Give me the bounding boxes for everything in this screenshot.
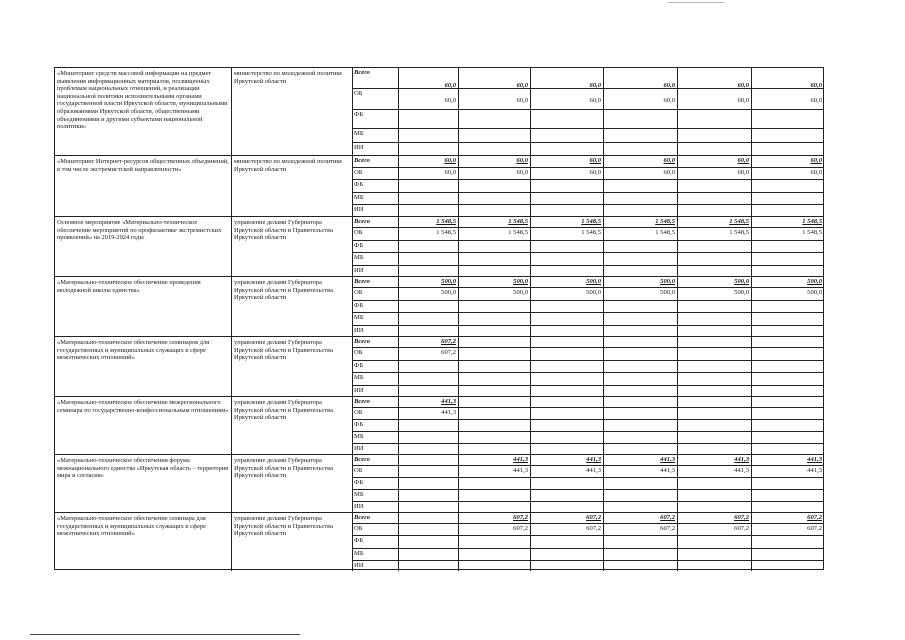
funding-row [352,407,823,419]
funding-row [352,337,823,347]
funding-source-label: ИИ [354,144,364,151]
funding-row [352,88,823,109]
funding-value: 60,0 [516,97,528,104]
funding-value: 1 548,5 [508,229,528,236]
funding-source-label: ИИ [354,206,364,213]
funding-source-label: Всего [354,398,370,405]
funding-value: 60,0 [516,157,528,164]
funding-value: 60,0 [810,82,822,89]
funding-value: 60,0 [444,97,456,104]
scan-edge-line [30,634,300,635]
funding-source-label: ФБ [354,111,363,118]
funding-value: 1 548,5 [655,218,675,225]
funding-row [352,142,823,155]
responsible-executor: управление делами Губернатора Иркутской области и Правительства Иркутской области [234,279,333,302]
funding-row [352,287,823,300]
funding-value: 607,2 [734,514,749,521]
funding-value: 60,0 [810,97,822,104]
funding-value: 60,0 [810,169,822,176]
activity-description: «Материально-техническое обеспечения форума межнационального единства «Иркутская область – территория мира и согласия» [57,457,229,480]
funding-value: 500,0 [441,278,456,285]
funding-row [352,465,823,477]
funding-source-label: Всего [354,338,370,345]
funding-row [352,360,823,372]
funding-value: 441,3 [807,456,822,463]
funding-value: 500,0 [807,289,822,296]
funding-value: 607,2 [513,514,528,521]
funding-source-label: Всего [354,157,370,164]
funding-value: 60,0 [810,157,822,164]
responsible-executor: министерство по молодежной политике Иркутской области [234,158,343,173]
funding-value: 607,2 [660,525,675,532]
funding-value: 1 548,5 [436,218,456,225]
funding-value: 441,3 [734,456,749,463]
funding-value: 607,2 [660,514,675,521]
funding-value: 1 548,5 [581,218,601,225]
funding-value: 607,2 [586,525,601,532]
funding-value: 500,0 [513,278,528,285]
funding-value: 60,0 [737,97,749,104]
funding-row [352,312,823,325]
funding-value: 60,0 [589,97,601,104]
funding-source-label: ФБ [354,421,363,428]
funding-row [352,156,823,167]
funding-source-label: МБ [354,254,364,261]
column-divider [231,217,232,276]
funding-value: 441,3 [586,456,601,463]
column-divider [231,513,232,571]
funding-value: 1 548,5 [655,229,675,236]
funding-source-label: ФБ [354,537,363,544]
funding-source-label: МБ [354,433,364,440]
funding-value: 500,0 [734,289,749,296]
activity-description: «Материально-техническое обеспечение семинара для государственных и муниципальных служащих в сфере межэтнических отношений» [57,515,206,538]
funding-row [352,128,823,142]
funding-source-label: МБ [354,374,364,381]
funding-value: 1 548,5 [581,229,601,236]
funding-row [352,179,823,192]
funding-value: 607,2 [513,525,528,532]
funding-source-label: ФБ [354,362,363,369]
funding-value: 60,0 [663,169,675,176]
funding-row [352,372,823,385]
column-divider [231,337,232,396]
funding-value: 60,0 [589,157,601,164]
funding-row [352,455,823,465]
funding-value: 607,2 [441,338,456,345]
funding-source-label: ФБ [354,242,363,249]
activity-block [55,155,823,216]
funding-value: 60,0 [444,157,456,164]
funding-value: 607,2 [734,525,749,532]
funding-row [352,431,823,443]
responsible-executor: управление делами Губернатора Иркутской области и Правительства Иркутской области [234,219,333,242]
column-divider [231,277,232,336]
funding-row [352,192,823,204]
funding-source-label: МБ [354,491,364,498]
funding-value: 441,3 [807,467,822,474]
activity-description: «Материально-техническое обеспечение семинаров для государственных и муниципальных служащих в сфере межэтнических отношений» [57,339,210,362]
funding-row [352,535,823,548]
responsible-executor: управление делами Губернатора Иркутской области и Правительства Иркутской области [234,515,333,538]
funding-source-label: ОБ [354,229,363,236]
funding-row [352,419,823,431]
funding-row [352,109,823,128]
funding-source-label: ФБ [354,479,363,486]
funding-source-label: Всего [354,456,370,463]
funding-row [352,477,823,489]
activity-description: «Мониторинг средств массовой информации на предмет выявления информационных материалов, посвященных проблемам национальных отношений, и реализации национальной политики исполнительными органами государственной власти Иркутской области, муниципальными образованиями Иркутской области, общественными объединениями и другими субъектами национальной политики» [57,70,228,131]
funding-row [352,347,823,360]
funding-value: 500,0 [441,289,456,296]
funding-value: 500,0 [586,289,601,296]
funding-value: 500,0 [734,278,749,285]
funding-value: 1 548,5 [729,229,749,236]
page-edge-mark [668,2,724,3]
funding-value: 441,3 [513,456,528,463]
funding-source-label: Всего [354,514,370,521]
funding-value: 441,3 [441,398,456,405]
funding-row [352,548,823,560]
funding-row [352,300,823,312]
funding-row [352,489,823,501]
activity-block [55,216,823,276]
funding-value: 500,0 [513,289,528,296]
funding-row [352,227,823,240]
funding-source-label: ОБ [354,289,363,296]
activity-description: Основное мероприятие «Материально-техническое обеспечение мероприятий по профилактике экстремистских проявлений» на 2019-2024 годы [57,219,222,242]
funding-value: 441,3 [660,456,675,463]
funding-row [352,240,823,252]
funding-value: 441,3 [660,467,675,474]
funding-source-label: ОБ [354,467,363,474]
funding-value: 500,0 [586,278,601,285]
funding-row [352,560,823,572]
funding-source-label: Всего [354,218,370,225]
column-divider [231,68,232,155]
column-divider [231,455,232,512]
budget-table [54,67,824,570]
funding-source-label: ИИ [354,503,364,510]
funding-source-label: ИИ [354,267,364,274]
funding-source-label: ИИ [354,327,364,334]
funding-value: 607,2 [807,514,822,521]
activity-block [55,512,823,571]
funding-value: 441,3 [513,467,528,474]
funding-value: 1 548,5 [802,229,822,236]
funding-value: 500,0 [660,278,675,285]
funding-value: 60,0 [444,169,456,176]
funding-value: 500,0 [807,278,822,285]
funding-value: 1 548,5 [508,218,528,225]
funding-row [352,167,823,179]
funding-row [352,397,823,407]
activity-description: «Мониторинг Интернет-ресурсов общественных объединений, в том числе экстремистской направленности» [57,158,229,173]
funding-value: 60,0 [663,157,675,164]
funding-value: 60,0 [663,82,675,89]
funding-value: 60,0 [444,82,456,89]
funding-source-label: МБ [354,550,364,557]
funding-value: 60,0 [516,82,528,89]
funding-row [352,252,823,265]
activity-block [55,276,823,336]
funding-source-label: ОБ [354,349,363,356]
activity-block [55,68,823,155]
funding-row [352,217,823,227]
funding-source-label: ОБ [354,525,363,532]
activity-block [55,396,823,454]
funding-value: 60,0 [589,169,601,176]
funding-source-label: ИИ [354,445,364,452]
funding-source-label: МБ [354,194,364,201]
funding-value: 60,0 [589,82,601,89]
responsible-executor: управление делами Губернатора Иркутской области и Правительства Иркутской области [234,457,333,480]
funding-source-label: ИИ [354,387,364,394]
responsible-executor: управление делами Губернатора Иркутской области и Правительства Иркутской области [234,399,333,422]
funding-value: 1 548,5 [729,218,749,225]
funding-value: 441,3 [586,467,601,474]
activity-description: «Материально-техническое обеспечение межрегионального семинара по государственно-конфессиональным отношениям» [57,399,229,414]
funding-source-label: Всего [354,278,370,285]
funding-source-label: Всего [354,69,370,76]
funding-row [352,68,823,88]
funding-source-label: ФБ [354,181,363,188]
activity-description: «Материально-техническое обеспечение проведения молодежной школы единства» [57,279,201,294]
funding-value: 60,0 [663,97,675,104]
funding-value: 1 548,5 [802,218,822,225]
funding-value: 441,3 [441,409,456,416]
funding-source-label: ОБ [354,409,363,416]
funding-source-label: ИИ [354,562,364,569]
responsible-executor: министерство по молодежной политике Иркутской области [234,70,343,85]
column-divider [231,397,232,454]
responsible-executor: управление делами Губернатора Иркутской области и Правительства Иркутской области [234,339,333,362]
activity-block [55,336,823,396]
funding-source-label: ОБ [354,169,363,176]
funding-source-label: ФБ [354,302,363,309]
funding-value: 500,0 [660,289,675,296]
funding-value: 607,2 [807,525,822,532]
funding-value: 60,0 [737,82,749,89]
funding-value: 441,3 [734,467,749,474]
funding-row [352,277,823,287]
funding-row [352,523,823,535]
funding-source-label: ОБ [354,90,363,97]
column-divider [231,156,232,216]
funding-value: 607,2 [586,514,601,521]
funding-source-label: МБ [354,130,364,137]
activity-block [55,454,823,512]
funding-value: 1 548,5 [436,229,456,236]
funding-value: 607,2 [441,349,456,356]
funding-value: 60,0 [737,169,749,176]
funding-source-label: МБ [354,314,364,321]
funding-row [352,513,823,523]
funding-value: 60,0 [516,169,528,176]
funding-value: 60,0 [737,157,749,164]
